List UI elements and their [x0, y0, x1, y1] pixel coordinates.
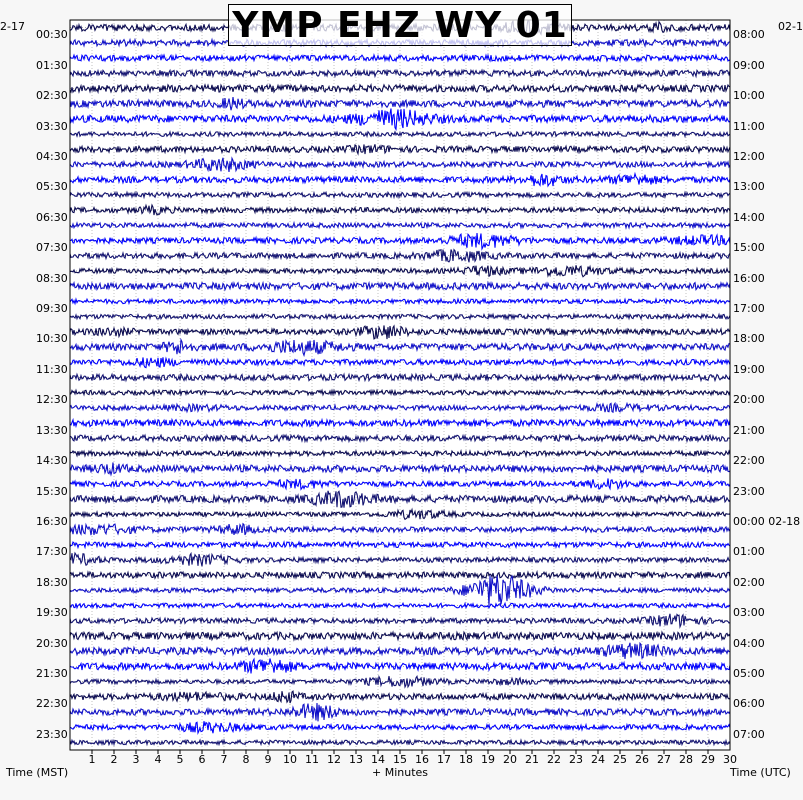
right-hour-label: 18:00 [733, 332, 765, 346]
right-hour-label: 12:00 [733, 149, 765, 163]
x-tick-label: 23 [569, 753, 583, 766]
x-tick-label: 8 [242, 753, 250, 766]
right-hour-label: 15:00 [733, 241, 765, 255]
x-tick-label: 9 [264, 753, 272, 766]
x-tick-label: 13 [349, 753, 363, 766]
x-tick-label: 30 [723, 753, 737, 766]
left-hour-label: 12:30 [36, 393, 68, 407]
left-hour-label: 15:30 [36, 484, 68, 498]
left-hour-label: 21:30 [36, 667, 68, 680]
x-tick-label: 20 [503, 753, 517, 766]
right-hour-label: 19:00 [733, 362, 765, 376]
left-hour-label: 10:30 [36, 332, 68, 346]
x-tick-label: 14 [371, 753, 385, 766]
left-hour-label: 19:30 [36, 606, 68, 620]
right-hour-label: 23:00 [733, 484, 765, 498]
x-tick-label: 5 [176, 753, 184, 766]
left-hour-label: 04:30 [36, 149, 68, 163]
right-hour-label: 11:00 [733, 119, 765, 133]
left-hour-label: 00:30 [36, 28, 68, 42]
left-hour-label: 18:30 [36, 575, 68, 589]
left-hour-label: 11:30 [36, 362, 68, 376]
x-tick-label: 22 [547, 753, 561, 766]
x-tick-label: 16 [415, 753, 429, 766]
left-hour-label: 23:30 [36, 727, 68, 741]
right-hour-label: 01:00 [733, 545, 765, 559]
left-hour-label: 13:30 [36, 423, 68, 437]
right-date-change-label: 02-18 [764, 514, 801, 528]
right-hour-label: 08:00 [733, 28, 765, 42]
chart-title: YMP EHZ WY 01 [232, 4, 568, 46]
right-hour-label: 05:00 [733, 667, 765, 680]
x-tick-label: 19 [481, 753, 495, 766]
left-hour-label: 16:30 [36, 514, 68, 528]
right-axis-title: Time (UTC) [730, 766, 791, 779]
left-hour-label: 01:30 [36, 58, 68, 72]
left-hour-label: 03:30 [36, 119, 68, 133]
left-hour-label: 06:30 [36, 210, 68, 224]
x-tick-label: 4 [154, 753, 162, 766]
chart-title-box [228, 4, 572, 46]
right-hour-label: 20:00 [733, 393, 765, 407]
right-hour-label: 04:00 [733, 636, 765, 650]
right-hour-label: 14:00 [733, 210, 765, 224]
left-hour-label: 20:30 [36, 636, 68, 650]
left-hour-label: 07:30 [36, 241, 68, 255]
right-hour-label: 10:00 [733, 89, 765, 102]
right-hour-label: 02:00 [733, 575, 765, 589]
right-hour-label: 03:00 [733, 606, 765, 620]
x-tick-label: 12 [327, 753, 341, 766]
right-hour-label: 00:00 02-18 [733, 514, 801, 528]
right-date-label: 02-1 [778, 20, 803, 33]
x-tick-label: 11 [305, 753, 319, 766]
left-date-label: 2-17 [0, 20, 25, 33]
x-tick-label: 2 [110, 753, 118, 766]
left-hour-label: 09:30 [36, 302, 68, 315]
x-tick-label: 15 [393, 753, 407, 766]
right-hour-label: 07:00 [733, 727, 765, 741]
right-hour-label: 17:00 [733, 302, 765, 315]
right-hour-label: 13:00 [733, 180, 765, 194]
right-hour-label: 09:00 [733, 58, 765, 72]
left-hour-label: 14:30 [36, 454, 68, 467]
right-hour-label: 16:00 [733, 271, 765, 285]
x-tick-label: 24 [591, 753, 605, 766]
x-tick-label: 27 [657, 753, 671, 766]
left-hour-label: 22:30 [36, 697, 68, 711]
left-hour-label: 05:30 [36, 180, 68, 194]
x-tick-label: 21 [525, 753, 539, 766]
x-axis-title: + Minutes [372, 766, 429, 779]
x-tick-label: 18 [459, 753, 473, 766]
x-tick-label: 6 [198, 753, 206, 766]
left-hour-label: 17:30 [36, 545, 68, 559]
left-hour-label: 02:30 [36, 89, 68, 102]
x-tick-label: 1 [88, 753, 96, 766]
x-tick-label: 28 [679, 753, 693, 766]
x-tick-label: 17 [437, 753, 451, 766]
left-hour-label: 08:30 [36, 271, 68, 285]
x-tick-label: 29 [701, 753, 715, 766]
right-hour-label: 21:00 [733, 423, 765, 437]
x-tick-label: 3 [132, 753, 140, 766]
left-axis-title: Time (MST) [6, 766, 69, 779]
plot-area [70, 20, 730, 750]
right-hour-label: 22:00 [733, 454, 765, 467]
right-hour-label: 06:00 [733, 697, 765, 711]
x-tick-label: 25 [613, 753, 627, 766]
x-tick-label: 26 [635, 753, 649, 766]
x-tick-label: 10 [283, 753, 297, 766]
x-tick-label: 7 [220, 753, 228, 766]
